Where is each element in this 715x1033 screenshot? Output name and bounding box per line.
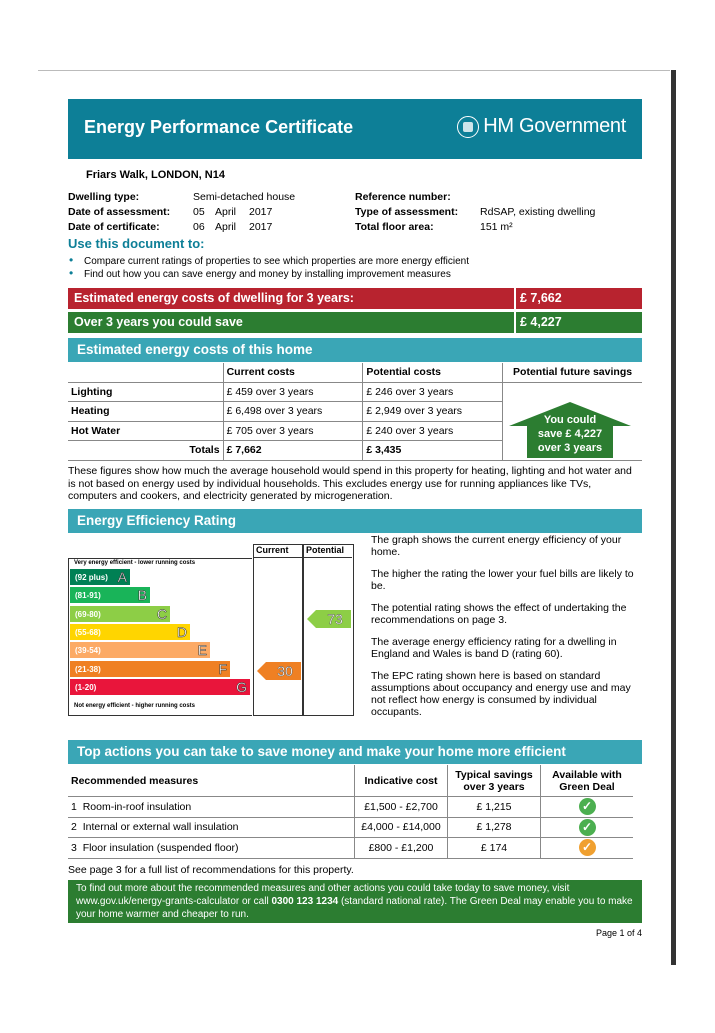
page-edge-shadow xyxy=(671,70,676,965)
measure-name: Room-in-roof insulation xyxy=(82,800,192,813)
band-b xyxy=(70,587,150,603)
cost-cell: £1,500 - £2,700 xyxy=(355,797,448,818)
could-save-bar xyxy=(68,312,642,333)
assessment-type-value: RdSAP, existing dwelling xyxy=(480,206,596,218)
assessment-month: April xyxy=(215,206,237,218)
measure-name: Internal or external wall insulation xyxy=(82,821,239,834)
bar-separator xyxy=(514,288,516,309)
band-f xyxy=(70,661,230,677)
could-save-value: £ 4,227 xyxy=(520,315,562,329)
bullet-item: • Find out how you can save energy and money by installing improvement measures xyxy=(68,268,469,281)
actions-heading-text: Top actions you can take to save money and make your home more efficient xyxy=(77,744,566,759)
eer-heading-text: Energy Efficiency Rating xyxy=(77,513,237,528)
potential-cost-cell: £ 246 over 3 years xyxy=(363,382,503,402)
certificate-date-label: Date of certificate: xyxy=(68,221,160,233)
potential-rating-value: 73 xyxy=(327,611,343,627)
empty-header-cell xyxy=(68,363,223,382)
band-a xyxy=(70,569,130,585)
band-e xyxy=(70,642,210,658)
potential-cost-cell: £ 240 over 3 years xyxy=(363,421,503,441)
eer-paragraph: The higher the rating the lower your fuel bills are likely to be. xyxy=(371,568,634,592)
bottom-efficiency-label: Not energy efficient - higher running costs xyxy=(74,703,196,709)
band-range: (69-80) xyxy=(75,609,101,619)
band-letter: A xyxy=(117,569,127,585)
current-cost-cell: £ 6,498 over 3 years xyxy=(223,402,363,422)
band-range: (39-54) xyxy=(75,646,101,656)
band-letter: C xyxy=(156,605,167,622)
potential-column xyxy=(303,544,354,716)
assessment-year: 2017 xyxy=(249,206,273,218)
costs-note: These figures show how much the average household would spend in this property for heating, lighting and hot water and is not based on energy used by individual households. This excludes energy use for running appliances like TVs, computers and cookers, and electricity generated by microgeneration. xyxy=(68,465,632,502)
certificate-day: 06 xyxy=(193,221,205,233)
row-label: Hot Water xyxy=(68,421,223,441)
green-header-line2: Green Deal xyxy=(559,780,615,793)
actions-section-heading xyxy=(68,740,642,764)
certificate-year: 2017 xyxy=(249,221,273,233)
savings-cell: £ 1,278 xyxy=(448,817,541,838)
green-header-line1: Available with xyxy=(552,768,622,781)
assessment-type-label: Type of assessment: xyxy=(355,206,459,218)
costs-heading-text: Estimated energy costs of this home xyxy=(77,342,313,357)
eer-section-heading xyxy=(68,509,642,533)
eer-paragraph: The graph shows the current energy efficiency of your home. xyxy=(371,534,622,558)
header-banner xyxy=(68,99,642,159)
royal-crest-icon xyxy=(457,116,479,138)
use-bullets xyxy=(68,255,469,281)
current-column xyxy=(253,544,303,716)
current-cost-cell: £ 705 over 3 years xyxy=(223,421,363,441)
use-document-heading: Use this document to: xyxy=(68,236,205,251)
band-letter: B xyxy=(137,587,147,604)
green-deal-cell xyxy=(541,838,634,859)
green-deal-cell xyxy=(541,797,634,818)
band-range: (92 plus) xyxy=(75,573,108,582)
totals-label: Totals xyxy=(68,441,223,461)
col-green-deal xyxy=(541,765,634,797)
table-row xyxy=(68,838,633,859)
phone-number: 0300 123 1234 xyxy=(271,896,339,907)
estimated-cost-value: £ 7,662 xyxy=(520,291,562,305)
estimated-cost-label: Estimated energy costs of dwelling for 3 years: xyxy=(74,291,354,305)
certificate-page xyxy=(68,99,642,938)
col-potential-costs: Potential costs xyxy=(363,363,503,382)
dwelling-type-value: Semi-detached house xyxy=(193,191,296,203)
estimated-cost-bar xyxy=(68,288,642,309)
cost-cell: £4,000 - £14,000 xyxy=(355,817,448,838)
band-range: (1-20) xyxy=(75,682,97,692)
savings-cell: £ 1,215 xyxy=(448,797,541,818)
arrow-line-2: save £ 4,227 xyxy=(537,428,603,440)
measure-cell xyxy=(68,838,355,859)
arrow-line-3: over 3 years xyxy=(537,442,603,454)
potential-cost-cell: £ 2,949 over 3 years xyxy=(363,402,503,422)
top-divider xyxy=(38,70,670,71)
current-rating-value: 30 xyxy=(277,663,293,679)
reference-number-label: Reference number: xyxy=(355,191,451,203)
measure-number: 3 xyxy=(71,841,77,854)
green-text-part2: (standard national rate). The Green Deal may enable you to make your home warmer and cheaper to run. xyxy=(76,896,633,920)
measure-number: 1 xyxy=(71,800,77,813)
see-page-note: See page 3 for a full list of recommendations for this property. xyxy=(68,864,354,876)
eer-paragraph: The potential rating shows the effect of undertaking the recommendations on page 3. xyxy=(371,602,627,626)
table-row xyxy=(68,817,633,838)
bullet-item: • Compare current ratings of properties to see which properties are more energy efficient xyxy=(68,255,469,268)
green-deal-text xyxy=(76,882,638,921)
could-save-label: Over 3 years you could save xyxy=(74,315,243,329)
assessment-date-label: Date of assessment: xyxy=(68,206,171,218)
table-header-row xyxy=(68,363,642,382)
property-address: Friars Walk, LONDON, N14 xyxy=(86,169,225,181)
green-text-part1: To find out more about the recommended measures and other actions you could take today to save money, visit www.gov.uk/energy-grants-calculator or call xyxy=(76,883,570,907)
measure-cell xyxy=(68,817,355,838)
recommended-actions-table xyxy=(68,765,633,859)
current-rating-marker xyxy=(257,662,301,680)
assessment-day: 05 xyxy=(193,206,205,218)
savings-cell: £ 174 xyxy=(448,838,541,859)
table-row xyxy=(68,797,633,818)
current-col-label: Current xyxy=(256,545,289,555)
col-indicative-cost: Indicative cost xyxy=(355,765,448,797)
band-c xyxy=(70,606,170,622)
top-efficiency-label: Very energy efficient - lower running costs xyxy=(74,560,196,566)
table-row xyxy=(68,382,642,402)
cost-cell: £800 - £1,200 xyxy=(355,838,448,859)
measure-name: Floor insulation (suspended floor) xyxy=(82,841,239,854)
band-letter: F xyxy=(218,660,227,677)
eer-explanation xyxy=(371,534,645,728)
green-tick-icon: ✓ xyxy=(579,798,596,815)
band-g xyxy=(70,679,250,695)
band-letter: D xyxy=(176,623,187,640)
totals-current: £ 7,662 xyxy=(223,441,363,461)
measure-cell xyxy=(68,797,355,818)
band-range: (21-38) xyxy=(75,664,101,674)
green-tick-icon: ✓ xyxy=(579,819,596,836)
totals-potential: £ 3,435 xyxy=(363,441,503,461)
eer-paragraph: The average energy efficiency rating for a dwelling in England and Wales is band D (rating 60). xyxy=(371,636,617,660)
green-deal-info-box xyxy=(68,880,642,923)
col-typical-savings xyxy=(448,765,541,797)
band-range: (55-68) xyxy=(75,627,101,637)
band-letter: G xyxy=(236,678,247,695)
chart-frame xyxy=(68,544,354,715)
floor-area-label: Total floor area: xyxy=(355,221,434,233)
dwelling-type-label: Dwelling type: xyxy=(68,191,140,203)
potential-rating-marker xyxy=(307,610,351,628)
green-deal-cell xyxy=(541,817,634,838)
eer-paragraph: The EPC rating shown here is based on standard assumptions about occupancy and energy use and may not reflect how energy is consumed by individual occupants. xyxy=(371,670,631,718)
potential-col-label: Potential xyxy=(306,545,345,555)
row-label: Lighting xyxy=(68,382,223,402)
col-measures: Recommended measures xyxy=(68,765,355,797)
table-header-row xyxy=(68,765,633,797)
current-cost-cell: £ 459 over 3 years xyxy=(223,382,363,402)
savings-arrow xyxy=(509,402,631,458)
page-title: Energy Performance Certificate xyxy=(84,117,354,137)
band-letter: E xyxy=(197,642,207,659)
band-range: (81-91) xyxy=(75,591,101,601)
gov-label: HM Government xyxy=(483,115,626,137)
col-current-costs: Current costs xyxy=(223,363,363,382)
costs-section-heading xyxy=(68,338,642,362)
floor-area-value: 151 m² xyxy=(480,221,513,233)
row-label: Heating xyxy=(68,402,223,422)
col-future-savings: Potential future savings xyxy=(503,363,642,382)
orange-tick-icon: ✓ xyxy=(579,839,596,856)
arrow-line-1: You could xyxy=(543,414,597,426)
savings-header-line2: over 3 years xyxy=(463,780,525,793)
certificate-month: April xyxy=(215,221,237,233)
savings-header-line1: Typical savings xyxy=(455,768,533,781)
band-d xyxy=(70,624,190,640)
measure-number: 2 xyxy=(71,821,77,834)
bar-separator xyxy=(514,312,516,333)
page-number: Page 1 of 4 xyxy=(595,928,642,938)
hm-government-logo xyxy=(457,115,626,138)
